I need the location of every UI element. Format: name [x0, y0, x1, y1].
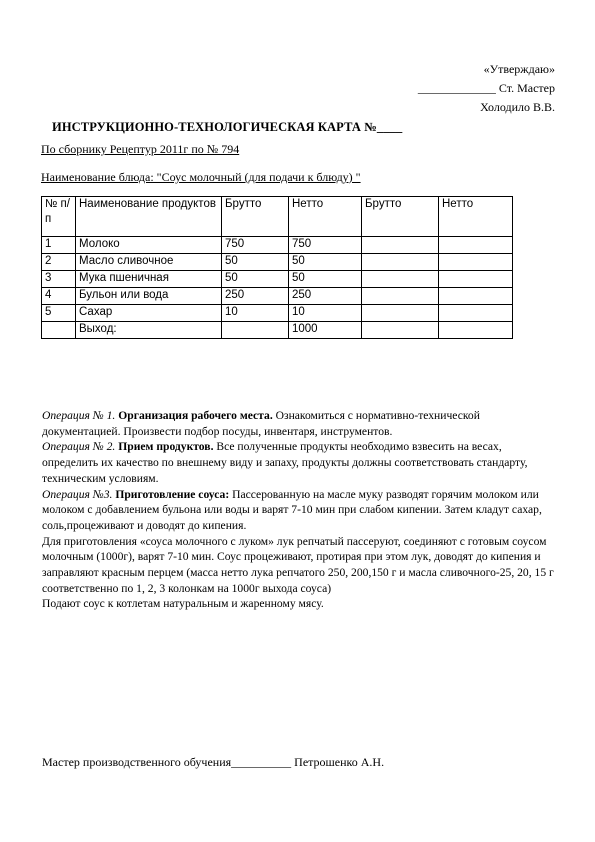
cell-net-2: [439, 305, 513, 322]
header-gross-1: Брутто: [222, 197, 289, 237]
cell-net-1: 750: [289, 237, 362, 254]
cell-gross-1: 10: [222, 305, 289, 322]
cell-gross-2: [362, 254, 439, 271]
cell-number: 2: [42, 254, 76, 271]
cell-number: [42, 322, 76, 339]
cell-product: Бульон или вода: [76, 288, 222, 305]
header-number: № п/п: [42, 197, 76, 237]
cell-gross-1: 50: [222, 271, 289, 288]
cell-net-1: 50: [289, 254, 362, 271]
cell-net-1: 50: [289, 271, 362, 288]
operation-3-title: Приготовление соуса:: [115, 487, 230, 501]
approval-name: Холодило В.В.: [480, 100, 555, 114]
cell-net-2: [439, 237, 513, 254]
cell-number: 5: [42, 305, 76, 322]
operation-1-label: Операция № 1.: [42, 409, 116, 422]
cell-net-2: [439, 322, 513, 339]
cell-gross-1: 750: [222, 237, 289, 254]
cell-gross-1: 50: [222, 254, 289, 271]
cell-gross-1: 250: [222, 288, 289, 305]
header-gross-2: Брутто: [362, 197, 439, 237]
cell-net-1: 250: [289, 288, 362, 305]
table-row: [42, 254, 513, 271]
ingredients-table: [41, 196, 513, 339]
onion-sauce-paragraph: Для приготовления «соуса молочного с луком» лук репчатый пассеруют, соединяют с готовым соусом молочным (1000г), варят 7-10 мин. Соус процеживают, протирая при этом лук, доводят до кипения и заправляют красным перцем (масса нетто лука репчатого 250, 200,150 г и масла сливочного-25, 20, 15 г соответственно по 1, 2, 3 колонкам на 1000г выхода соуса): [42, 534, 554, 595]
cell-number: 4: [42, 288, 76, 305]
table-row-yield: [42, 322, 513, 339]
operation-2-title: Прием продуктов.: [118, 440, 214, 454]
cell-net-2: [439, 271, 513, 288]
document-title: ИНСТРУКЦИОННО-ТЕХНОЛОГИЧЕСКАЯ КАРТА №____: [52, 120, 403, 134]
approval-position: _____________ Ст. Мастер: [417, 81, 555, 95]
header-net-2: Нетто: [439, 197, 513, 237]
approval-label: «Утверждаю»: [483, 62, 555, 76]
cell-net-2: [439, 288, 513, 305]
table-row: [42, 237, 513, 254]
cell-gross-2: [362, 237, 439, 254]
operation-1-title: Организация рабочего места.: [118, 409, 273, 422]
cell-gross-2: [362, 271, 439, 288]
cell-number: 3: [42, 271, 76, 288]
cell-net-1: 10: [289, 305, 362, 322]
table-header-row: [42, 197, 513, 237]
operation-1: [42, 408, 557, 439]
operation-2-label: Операция № 2.: [42, 440, 116, 454]
recipe-reference: По сборнику Рецептур 2011г по № 794: [41, 142, 240, 156]
cell-product: Выход:: [76, 322, 222, 339]
cell-gross-1: [222, 322, 289, 339]
cell-net-2: [439, 254, 513, 271]
header-net-1: Нетто: [289, 197, 362, 237]
operation-1-text: Ознакомиться с нормативно-технической документацией. Произвести подбор посуды, инвентаря, инструментов.: [42, 409, 480, 438]
header-product: Наименование продуктов: [76, 197, 222, 237]
operation-2: [42, 439, 557, 486]
dish-name: Наименование блюда: "Соус молочный (для подачи к блюду) ": [41, 170, 361, 184]
cell-gross-2: [362, 288, 439, 305]
operations-text: [42, 408, 557, 612]
cell-gross-2: [362, 322, 439, 339]
serving-paragraph: Подают соус к котлетам натуральным и жаренному мясу.: [42, 597, 324, 611]
cell-product: Масло сливочное: [76, 254, 222, 271]
cell-product: Мука пшеничная: [76, 271, 222, 288]
signature-line: Мастер производственного обучения__________ Петрошенко А.Н.: [42, 755, 385, 769]
operation-3-text: Пассерованную на масле муку разводят горячим молоком или молоком с добавлением бульона или воды и варят 7-10 мин при слабом кипении. Затем кладут сахар, соль,процеживают и доводят до кипения.: [42, 487, 542, 532]
operation-3-label: Операция №3.: [42, 487, 113, 501]
approval-block: [418, 60, 555, 117]
operation-2-text: Все полученные продукты необходимо взвесить на весах, определить их качество по внешнему виду и запаху, продукты должны соответствовать стандарту, техническим условиям.: [42, 440, 528, 485]
cell-product: Молоко: [76, 237, 222, 254]
table-row: [42, 305, 513, 322]
cell-gross-2: [362, 305, 439, 322]
table-row: [42, 288, 513, 305]
cell-net-1: 1000: [289, 322, 362, 339]
table-row: [42, 271, 513, 288]
cell-number: 1: [42, 237, 76, 254]
operation-3: [42, 487, 557, 534]
cell-product: Сахар: [76, 305, 222, 322]
